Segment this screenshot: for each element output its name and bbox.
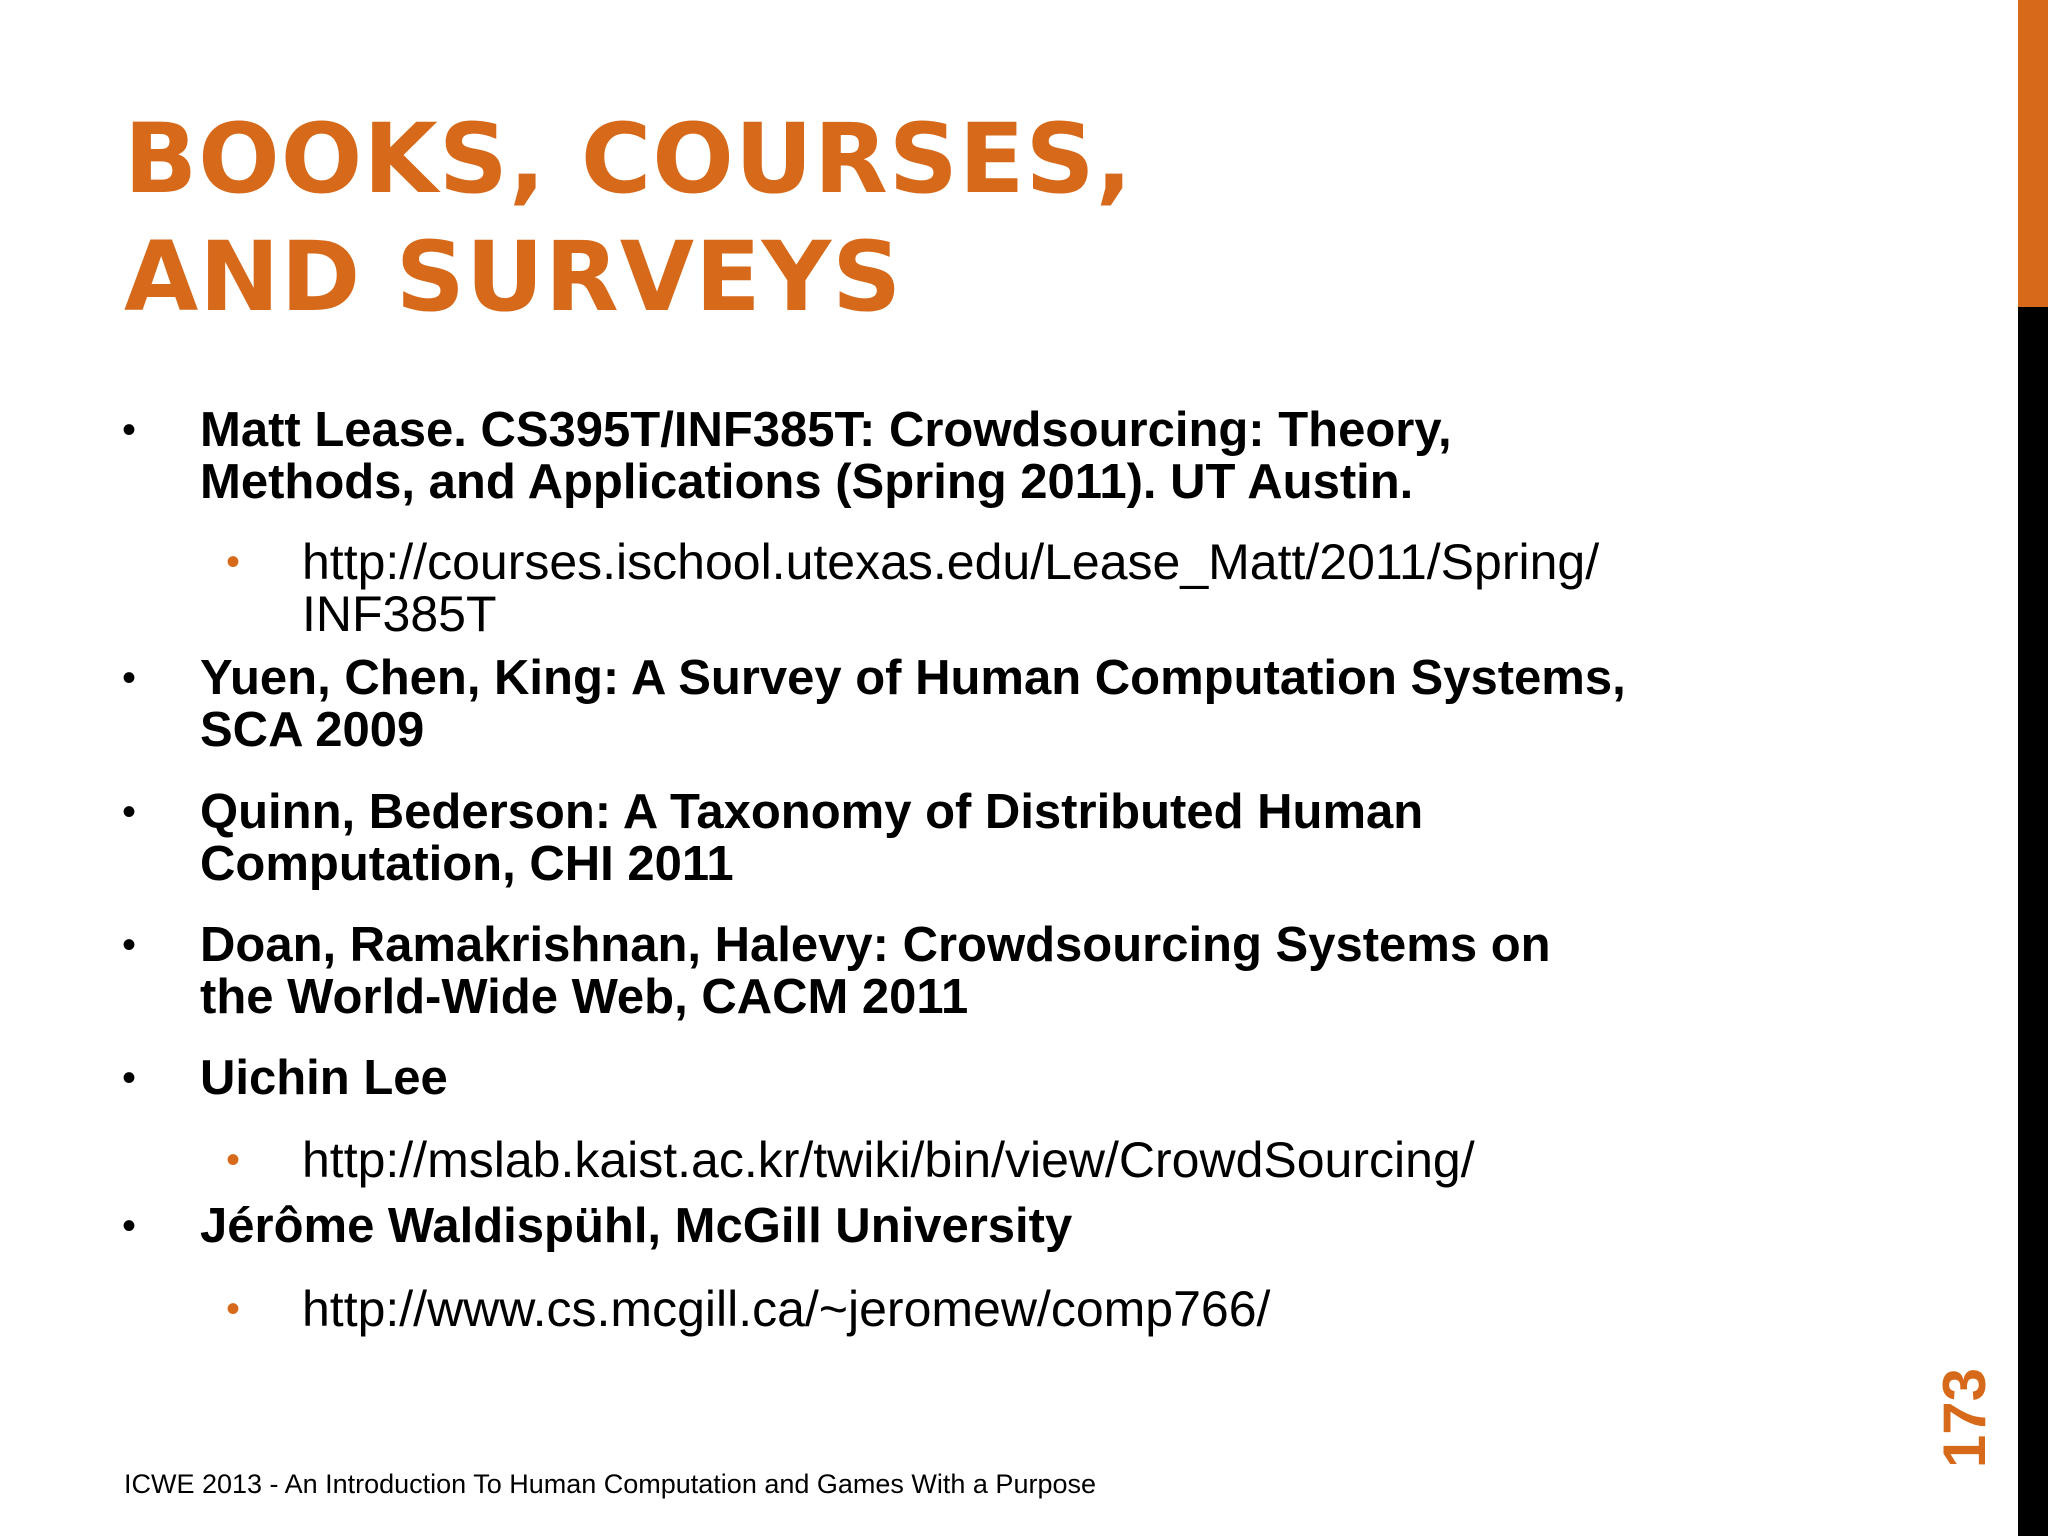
link-text[interactable] xyxy=(302,1134,1475,1186)
link-text-line[interactable]: http://www.cs.mcgill.ca/~jeromew/comp766/ xyxy=(302,1281,1271,1337)
bullet-text-line: Computation, CHI 2011 xyxy=(200,837,734,891)
bullet-marker: • xyxy=(122,408,137,452)
slide-footer: ICWE 2013 - An Introduction To Human Computation and Games With a Purpose xyxy=(124,1469,1096,1499)
bullet-text-line: Quinn, Bederson: A Taxonomy of Distributed Human xyxy=(200,785,1424,839)
bullet-text xyxy=(200,786,1423,890)
bullet-text xyxy=(200,1052,448,1104)
bullet-text-line: SCA 2009 xyxy=(200,703,425,757)
bullet-text-line: Yuen, Chen, King: A Survey of Human Computation Systems, xyxy=(200,651,1626,705)
bullet-marker: • xyxy=(122,1056,137,1100)
bullet-text xyxy=(200,652,1626,756)
bullet-text-line: the World-Wide Web, CACM 2011 xyxy=(200,970,969,1024)
link-text[interactable] xyxy=(302,536,1599,640)
slide-title-line-1: BOOKS, COURSES, xyxy=(124,103,1134,215)
bullet-text xyxy=(200,1200,1072,1252)
bullet-marker: • xyxy=(122,656,137,700)
sub-bullet-marker: • xyxy=(226,1138,241,1182)
bullet-text-line: Matt Lease. CS395T/INF385T: Crowdsourcing: Theory, xyxy=(200,403,1452,457)
bullet-marker: • xyxy=(122,923,137,967)
bullet-text-line: Doan, Ramakrishnan, Halevy: Crowdsourcing Systems on xyxy=(200,918,1551,972)
link-text-line[interactable]: INF385T xyxy=(302,586,497,642)
sidebar-accent-orange xyxy=(2018,0,2048,307)
sub-bullet-marker: • xyxy=(226,1287,241,1331)
slide-title-line-2: AND SURVEYS xyxy=(124,221,903,333)
bullet-text-line: Methods, and Applications (Spring 2011). UT Austin. xyxy=(200,455,1414,509)
sidebar-accent-black xyxy=(2018,307,2048,1536)
bullet-text-line: Jérôme Waldispühl, McGill University xyxy=(200,1199,1073,1253)
bullet-text xyxy=(200,404,1452,508)
bullet-marker: • xyxy=(122,1204,137,1248)
bullet-marker: • xyxy=(122,790,137,834)
link-text-line[interactable]: http://courses.ischool.utexas.edu/Lease_Matt/2011/Spring/ xyxy=(302,534,1600,590)
bullet-text xyxy=(200,919,1551,1023)
bullet-text-line: Uichin Lee xyxy=(200,1051,448,1105)
sub-bullet-marker: • xyxy=(226,540,241,584)
slide-page-number: 173 xyxy=(1931,1367,1998,1469)
link-text[interactable] xyxy=(302,1283,1270,1335)
slide-title xyxy=(124,100,1133,336)
link-text-line[interactable]: http://mslab.kaist.ac.kr/twiki/bin/view/CrowdSourcing/ xyxy=(302,1132,1475,1188)
